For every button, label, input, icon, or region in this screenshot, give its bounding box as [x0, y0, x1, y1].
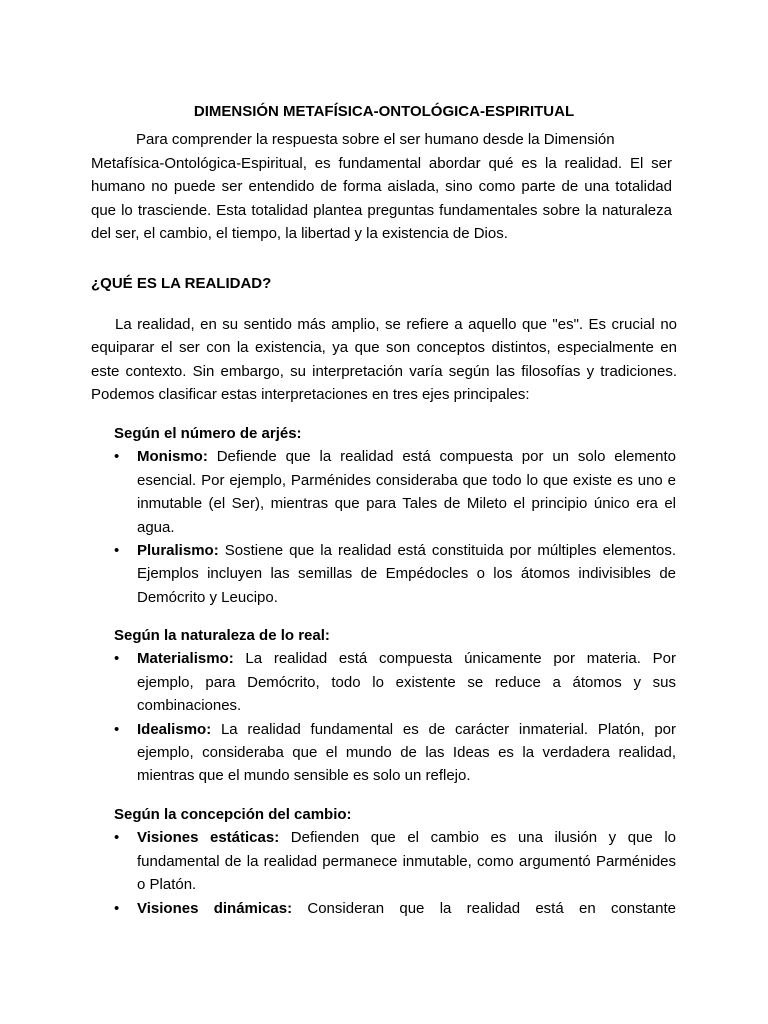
bullet-list [114, 647, 676, 787]
bullet-list [114, 826, 676, 920]
list-item [114, 897, 676, 920]
item-term: Visiones dinámicas: [137, 899, 293, 917]
item-text: La realidad fundamental es de carácter inmaterial. Platón, por ejemplo, consideraba que el mundo de las Ideas es la verdadera realidad, mientras que el mundo sensible es solo un reflejo. [137, 720, 676, 785]
list-item [114, 539, 676, 609]
bullet-icon: • [114, 448, 120, 466]
section-heading: ¿QUÉ ES LA REALIDAD? [91, 275, 272, 292]
list-item [114, 718, 676, 788]
section-naturaleza [114, 624, 676, 788]
bullet-list [114, 445, 676, 609]
item-term: Monismo: [137, 448, 208, 466]
section-cambio [114, 803, 676, 920]
list-item [114, 647, 676, 717]
list-item [114, 445, 676, 539]
list-item [114, 826, 676, 896]
document-title: DIMENSIÓN METAFÍSICA-ONTOLÓGICA-ESPIRITUAL [193, 103, 575, 120]
reality-paragraph: La realidad, en su sentido más amplio, se refiere a aquello que "es". Es crucial no equiparar el ser con la existencia, ya que son conceptos distintos, especialmente en este contexto. Sin embargo, su interpretación varía según las filosofías y tradiciones. Podemos clasificar estas interpretaciones en tres ejes principales: [91, 316, 677, 404]
item-text: La realidad está compuesta únicamente por materia. Por ejemplo, para Demócrito, todo lo existente se reduce a átomos y sus combinaciones. [137, 650, 676, 715]
intro-paragraph: Metafísica-Ontológica-Espiritual, es fundamental abordar qué es la realidad. El ser humano no puede ser entendido de forma aislada, sino como parte de una totalidad que lo trasciende. Esta totalidad plantea preguntas fundamentales sobre la naturaleza del ser, el cambio, el tiempo, la libertad y la existencia de Dios. [91, 155, 672, 243]
item-text: Defienden que el cambio es una ilusión y que lo fundamental de la realidad permanece inmutable, como argumentó Parménides o Platón. [137, 829, 676, 894]
section-subtitle: Según la naturaleza de lo real: [114, 627, 330, 644]
item-term: Visiones estáticas: [137, 829, 280, 847]
item-term: Idealismo: [137, 720, 212, 738]
bullet-icon: • [114, 650, 120, 668]
item-text: Defiende que la realidad está compuesta por un solo elemento esencial. Por ejemplo, Parménides consideraba que todo lo que existe es uno e inmutable (el Ser), mientras que para Tales de Mileto el principio único era el agua. [137, 448, 676, 536]
item-text: Consideran que la realidad está en constante [292, 899, 676, 917]
item-text: Sostiene que la realidad está constituida por múltiples elementos. Ejemplos incluyen las semillas de Empédocles o los átomos indivisibles de Demócrito y Leucipo. [137, 542, 676, 606]
item-term: Pluralismo: [137, 542, 219, 560]
section-subtitle: Según la concepción del cambio: [114, 806, 352, 823]
bullet-icon: • [114, 542, 120, 560]
bullet-icon: • [114, 829, 120, 847]
section-subtitle: Según el número de arjés: [114, 425, 302, 442]
bullet-icon: • [114, 720, 120, 738]
bullet-icon: • [114, 899, 120, 917]
item-term: Materialismo: [137, 650, 234, 668]
section-arjes [114, 422, 676, 609]
intro-first-line: Para comprender la respuesta sobre el ser humano desde la Dimensión [136, 131, 615, 148]
